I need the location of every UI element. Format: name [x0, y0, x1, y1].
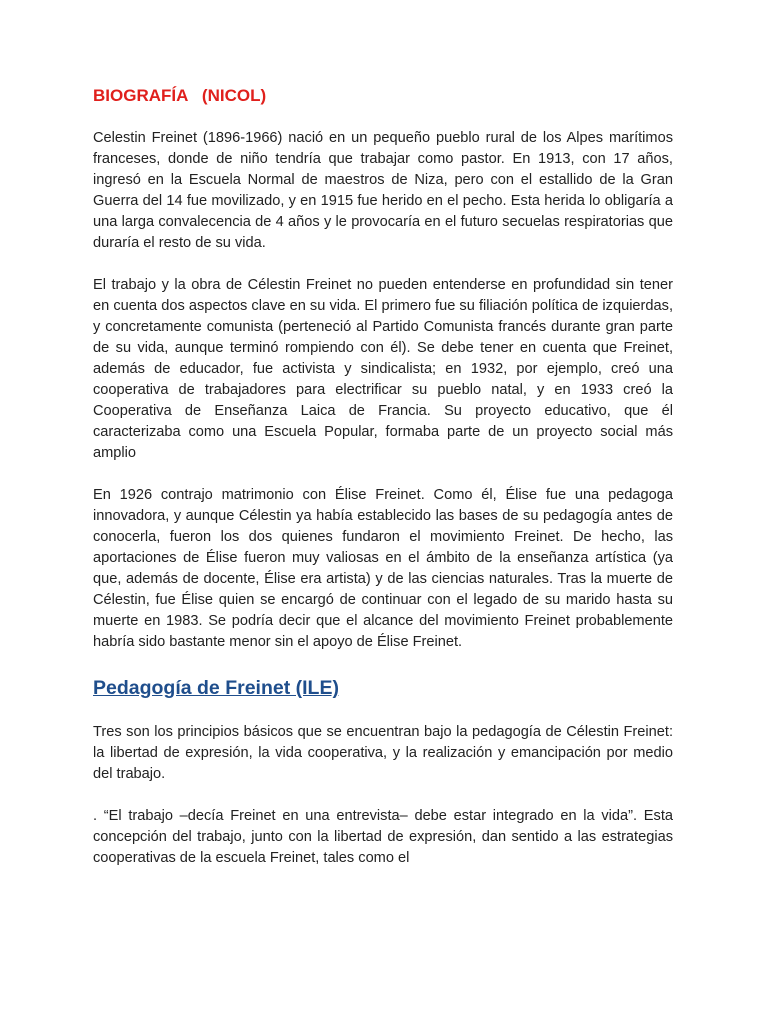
paragraph: El trabajo y la obra de Célestin Freinet no pueden entenderse en profundidad sin tener en cuenta dos aspectos clave en su vida. El primero fue su filiación política de izquierdas, y concretamente comunista (perteneció al Partido Comunista francés durante gran parte de su vida, aunque terminó rompiendo con él). Se debe tener en cuenta que Freinet, además de educador, fue activista y sindicalista; en 1932, por ejemplo, creó una cooperativa de trabajadores para electrificar su pueblo natal, y en 1933 creó la Cooperativa de Enseñanza Laica de Francia. Su proyecto educativo, que él caracterizaba como una Escuela Popular, formaba parte de un proyecto social más amplio: [93, 277, 673, 461]
document-page: [93, 84, 673, 890]
section-heading-pedagogia: Pedagogía de Freinet (ILE): [93, 677, 339, 699]
section-heading-biografia: BIOGRAFÍA (NICOL): [93, 86, 267, 105]
paragraph: Celestin Freinet (1896-1966) nació en un pequeño pueblo rural de los Alpes marítimos franceses, donde de niño tendría que trabajar como pastor. En 1913, con 17 años, ingresó en la Escuela Normal de maestros de Niza, pero con el estallido de la Gran Guerra del 14 fue movilizado, y en 1915 fue herido en el pecho. Esta herida lo obligaría a una larga convalecencia de 4 años y le provocaría en el futuro secuelas respiratorias que duraría el resto de su vida.: [93, 130, 673, 251]
paragraph: . “El trabajo –decía Freinet en una entrevista– debe estar integrado en la vida”. Esta concepción del trabajo, junto con la libertad de expresión, dan sentido a las estrategias cooperativas de la escuela Freinet, tales como el: [93, 808, 673, 866]
paragraph: En 1926 contrajo matrimonio con Élise Freinet. Como él, Élise fue una pedagoga innovadora, y aunque Célestin ya había establecido las bases de su pedagogía antes de conocerla, fueron los dos quienes fundaron el movimiento Freinet. De hecho, las aportaciones de Élise fueron muy valiosas en el ámbito de la enseñanza artística (ya que, además de docente, Élise era artista) y de las ciencias naturales. Tras la muerte de Célestin, fue Élise quien se encargó de continuar con el legado de su marido hasta su muerte en 1983. Se podría decir que el alcance del movimiento Freinet probablemente habría sido bastante menor sin el apoyo de Élise Freinet.: [93, 487, 673, 650]
paragraph: Tres son los principios básicos que se encuentran bajo la pedagogía de Célestin Freinet: la libertad de expresión, la vida cooperativa, y la realización y emancipación por medio del trabajo.: [93, 724, 673, 782]
